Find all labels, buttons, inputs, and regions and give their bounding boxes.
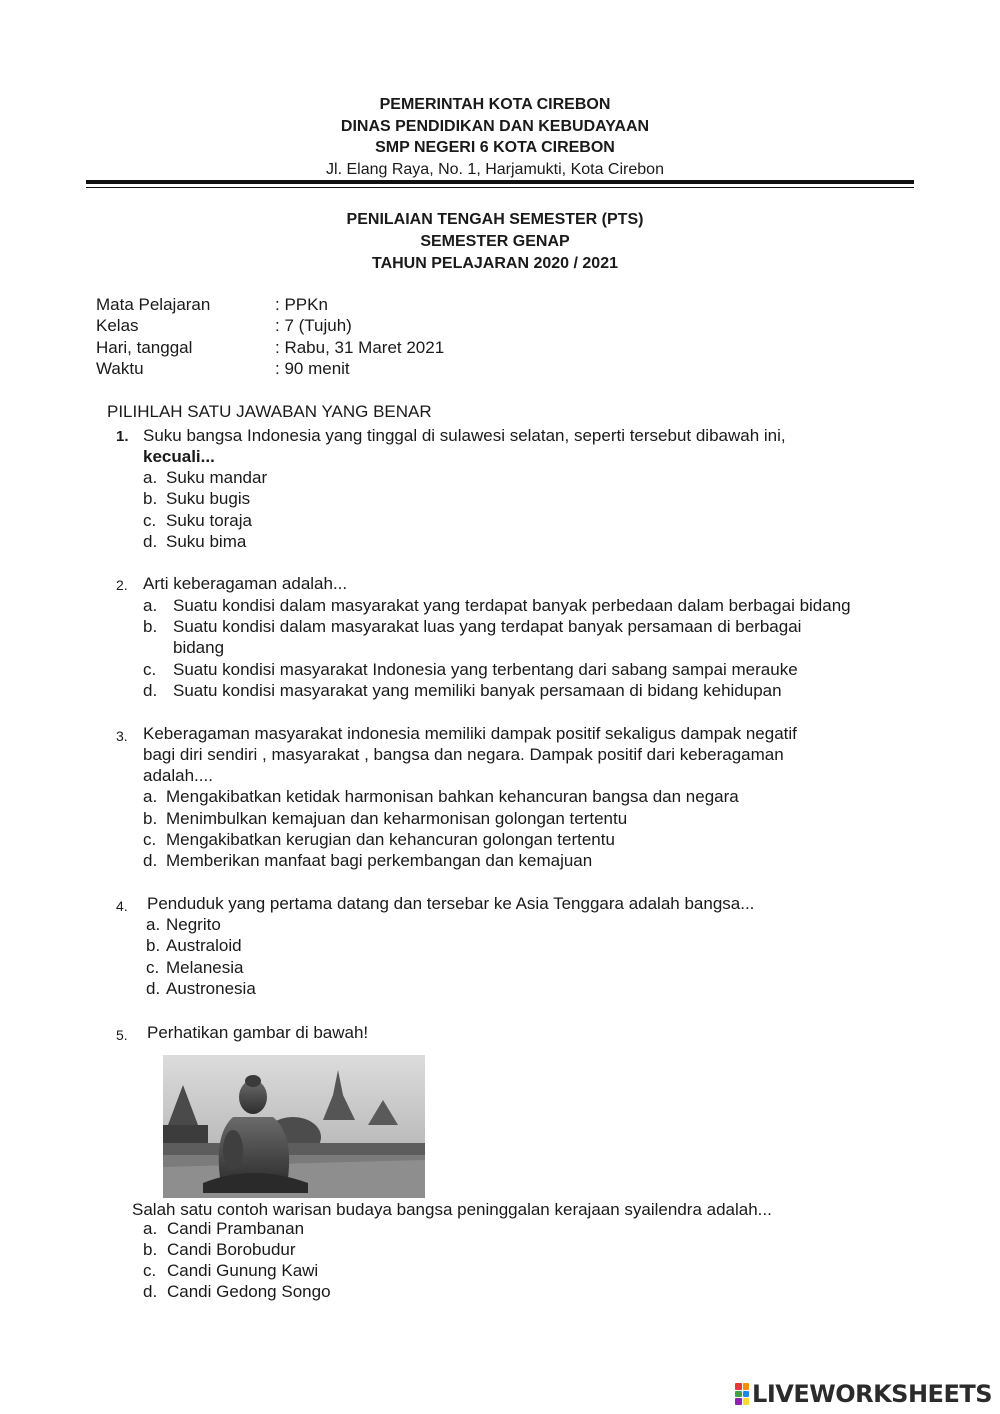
answer-option[interactable]: Suatu kondisi masyarakat Indonesia yang terbentang dari sabang sampai merauke (173, 660, 798, 679)
exam-semester: SEMESTER GENAP (420, 233, 570, 250)
header-rule-thin (86, 187, 914, 188)
answer-option[interactable]: Candi Borobudur (167, 1240, 296, 1259)
answer-option[interactable]: Negrito (166, 915, 221, 934)
answer-option[interactable]: Mengakibatkan ketidak harmonisan bahkan kehancuran bangsa dan negara (166, 787, 739, 806)
answer-option[interactable]: Candi Gunung Kawi (167, 1261, 319, 1280)
option-letter: c. (143, 660, 157, 679)
question-number: 3. (116, 728, 128, 744)
header-rule-thick (86, 180, 914, 184)
school-name: SMP NEGERI 6 KOTA CIREBON (375, 139, 615, 156)
question-text: Suku bangsa Indonesia yang tinggal di sulawesi selatan, seperti tersebut dibawah ini, (143, 426, 786, 445)
option-letter: b. (143, 1240, 158, 1259)
option-letter: a. (143, 787, 158, 806)
info-label: Waktu (96, 359, 144, 378)
option-letter: a. (143, 468, 158, 487)
question-text: Arti keberagaman adalah... (143, 574, 348, 593)
question-text: Perhatikan gambar di bawah! (147, 1023, 369, 1042)
question-text: adalah.... (143, 766, 213, 785)
question-number: 5. (116, 1027, 128, 1043)
question-text: Penduduk yang pertama datang dan tersebar ke Asia Tenggara adalah bangsa... (147, 894, 755, 913)
liveworksheets-brand: LIVEWORKSHEETS (752, 1380, 992, 1408)
answer-option[interactable]: Melanesia (166, 958, 244, 977)
option-letter: d. (143, 851, 158, 870)
option-letter: a. (143, 596, 158, 615)
answer-option[interactable]: Candi Gedong Songo (167, 1282, 331, 1301)
info-label: Mata Pelajaran (96, 295, 211, 314)
info-value: : PPKn (275, 295, 328, 314)
school-government: PEMERINTAH KOTA CIREBON (379, 96, 611, 113)
option-letter: d. (146, 979, 161, 998)
answer-option[interactable]: Memberikan manfaat bagi perkembangan dan kemajuan (166, 851, 593, 870)
option-letter: d. (143, 681, 158, 700)
info-value: : 90 menit (275, 359, 350, 378)
answer-option[interactable]: Suatu kondisi dalam masyarakat luas yang terdapat banyak persamaan di berbagai (173, 617, 802, 636)
exam-title: PENILAIAN TENGAH SEMESTER (PTS) (346, 211, 644, 228)
option-letter: b. (143, 617, 158, 636)
option-letter: d. (143, 532, 158, 551)
question-text-after-image: Salah satu contoh warisan budaya bangsa peninggalan kerajaan syailendra adalah... (132, 1200, 772, 1219)
instruction: PILIHLAH SATU JAWABAN YANG BENAR (107, 402, 432, 421)
question-text: Keberagaman masyarakat indonesia memiliki dampak positif sekaligus dampak negatif (143, 724, 797, 743)
question-number: 1. (116, 428, 129, 445)
option-letter: b. (146, 936, 161, 955)
answer-option[interactable]: Suku mandar (166, 468, 268, 487)
info-label: Kelas (96, 316, 139, 335)
option-letter: d. (143, 1282, 158, 1301)
borobudur-photo (163, 1055, 425, 1198)
answer-option[interactable]: Candi Prambanan (167, 1219, 305, 1238)
exam-year: TAHUN PELAJARAN 2020 / 2021 (371, 255, 618, 272)
info-value: : 7 (Tujuh) (275, 316, 352, 335)
option-letter: b. (143, 809, 158, 828)
answer-option-continuation: bidang (173, 638, 225, 657)
school-address: Jl. Elang Raya, No. 1, Harjamukti, Kota Cirebon (326, 161, 664, 178)
info-value: : Rabu, 31 Maret 2021 (275, 338, 445, 357)
answer-option[interactable]: Suku bima (166, 532, 247, 551)
option-letter: c. (146, 958, 160, 977)
liveworksheets-logo (735, 1380, 992, 1408)
question-number: 2. (116, 577, 128, 593)
answer-option[interactable]: Suku toraja (166, 511, 252, 530)
answer-option[interactable]: Mengakibatkan kerugian dan kehancuran golongan tertentu (166, 830, 615, 849)
option-letter: c. (143, 830, 157, 849)
question-text: bagi diri sendiri , masyarakat , bangsa dan negara. Dampak positif dari keberagaman (143, 745, 784, 764)
answer-option[interactable]: Suatu kondisi dalam masyarakat yang terdapat banyak perbedaan dalam berbagai bidang (173, 596, 851, 615)
question-number: 4. (116, 898, 128, 914)
option-letter: a. (143, 1219, 158, 1238)
option-letter: a. (146, 915, 161, 934)
option-letter: c. (143, 511, 157, 530)
option-letter: c. (143, 1261, 157, 1280)
answer-option[interactable]: Suku bugis (166, 489, 251, 508)
option-letter: b. (143, 489, 158, 508)
question-emphasis: kecuali... (143, 447, 215, 466)
info-label: Hari, tanggal (96, 338, 193, 357)
liveworksheets-icon (735, 1383, 749, 1405)
answer-option[interactable]: Australoid (166, 936, 242, 955)
answer-option[interactable]: Menimbulkan kemajuan dan keharmonisan golongan tertentu (166, 809, 628, 828)
answer-option[interactable]: Suatu kondisi masyarakat yang memiliki banyak persamaan di bidang kehidupan (173, 681, 782, 700)
school-department: DINAS PENDIDIKAN DAN KEBUDAYAAN (340, 118, 650, 135)
answer-option[interactable]: Austronesia (166, 979, 256, 998)
